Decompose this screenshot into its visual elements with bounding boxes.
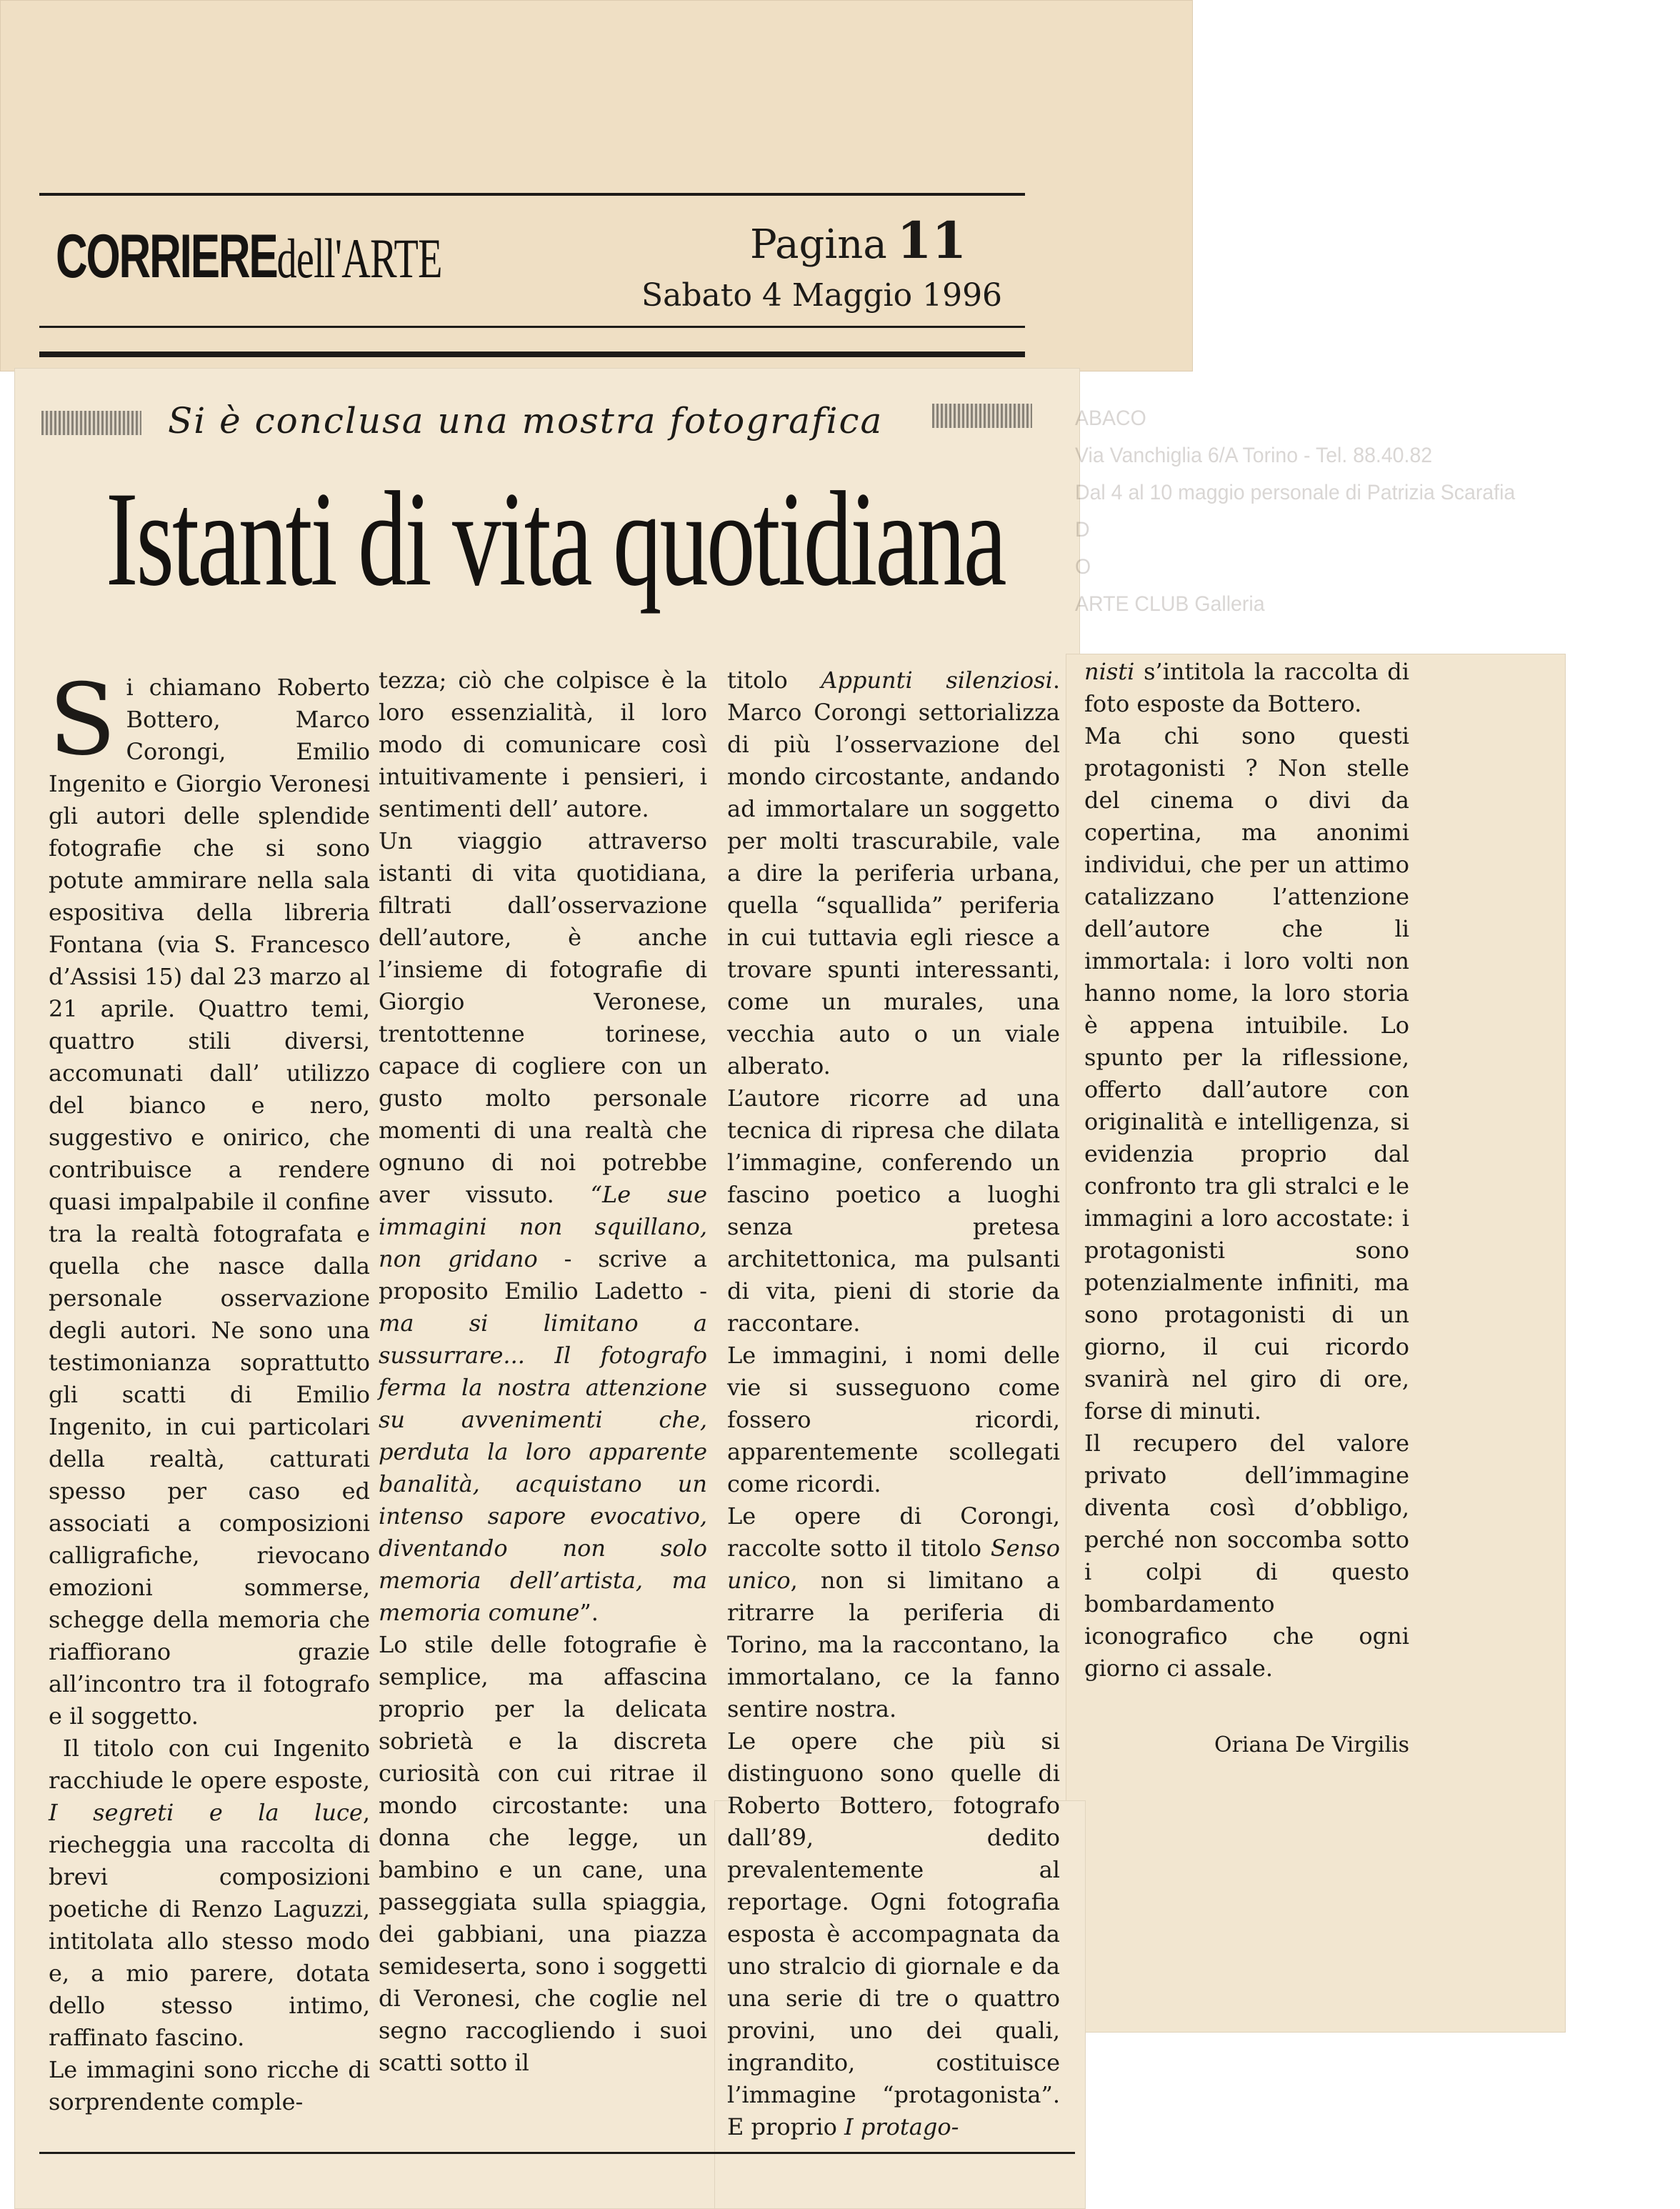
article-kicker: Si è conclusa una mostra fotografica <box>168 400 884 442</box>
page-label <box>750 211 966 270</box>
column-3-paragraph-1: titolo Appunti silenziosi. Marco Corongi settorializza di più l’osservazione del mondo circostante, andando ad immortalare un soggetto per molti trascurabile, vale a dire la periferia urbana, quella “squallida” periferia in cui tuttavia egli riesce a trovare spunti interessanti, come un murales, una vecchia auto o un viale alberato. <box>727 667 1061 1079</box>
clipping-header-paper <box>0 0 1193 372</box>
drop-cap: S <box>49 662 116 777</box>
article-headline: Istanti di vita quotidiana <box>106 464 1005 614</box>
masthead-bottom-rule <box>39 326 1025 328</box>
article-column-3 <box>727 664 1060 2143</box>
bleed-through-text: ABACO Via Vanchiglia 6/A Torino - Tel. 88.40.82 Dal 4 al 10 maggio personale di Patrizia Scarafia D O ARTE CLUB Galleria <box>1075 407 1516 616</box>
column-2-paragraph-3: Lo stile delle fotografie è semplice, ma affascina proprio per la delicata sobrietà e la discreta curiosità con cui ritrae il mondo circostante: una donna che legge, un bambino e un cane, una passeggiata sulla spiaggia, dei gabbiani, una piazza semideserta, sono i soggetti di Veronesi, che coglie nel segno raccogliendo i suoi scatti sotto il <box>379 1631 707 2076</box>
article-column-1 <box>49 662 370 2118</box>
section-thick-rule <box>39 351 1025 357</box>
column-4-paragraph-1: nisti s’intitola la raccolta di foto esposte da Bottero. <box>1084 658 1409 717</box>
kicker-hatch-left <box>41 411 141 435</box>
column-1-paragraph-2: Il titolo con cui Ingenito racchiude le opere esposte, I segreti e la luce, riecheggia una raccolta di brevi composizioni poetiche di Renzo Laguzzi, intitolata allo stesso modo e, a mio parere, dotata dello stesso intimo, raffinato fascino. <box>49 1735 370 2051</box>
masthead-top-rule <box>39 193 1025 196</box>
masthead-corriere: CORRIERE <box>56 222 277 291</box>
column-3-paragraph-2: L’autore ricorre ad una tecnica di ripresa che dilata l’immagine, conferendo un fascino poetico a luoghi senza pretesa architettonica, ma pulsanti di vita, pieni di storie da raccontare. <box>727 1084 1060 1337</box>
issue-date: Sabato 4 Maggio 1996 <box>641 277 1003 314</box>
page-label-text: Pagina <box>750 221 887 268</box>
column-3-paragraph-5: Le opere che più si distinguono sono quelle di Roberto Bottero, fotografo dall’89, dedito prevalentemente al reportage. Ogni fotografia esposta è accompagnata da uno stralcio di giornale e da una serie di tre o quattro provini, uno dei quali, ingrandito, costituisce l’immagine “protagonista”. E proprio I protago- <box>727 1727 1060 2140</box>
column-3-paragraph-4: Le opere di Corongi, raccolte sotto il titolo Senso unico, non si limitano a ritrarre la periferia di Torino, ma la raccontano, la immortalano, ce la fanno sentire nostra. <box>727 1502 1060 1722</box>
column-4-paragraph-2: Ma chi sono questi protagonisti ? Non stelle del cinema o divi da copertina, ma anonimi individui, che per un attimo catalizzano l’attenzione dell’autore che li immortala: i loro volti non hanno nome, la loro storia è appena intuibile. Lo spunto per la riflessione, offerto dall’autore con originalità e intelligenza, si evidenzia proprio dal confronto tra gli stralci e le immagini a loro accostate: i protagonisti sono potenzialmente infiniti, ma sono protagonisti di un giorno, il cui ricordo svanirà nel giro di ore, forse di minuti. <box>1084 722 1409 1425</box>
article-column-4 <box>1084 656 1409 1685</box>
masthead-logo <box>56 221 442 292</box>
column-4-paragraph-3: Il recupero del valore privato dell’immagine diventa così d’obbligo, perché non soccomba sotto i colpi di questo bombardamento iconografico che ogni giorno ci assale. <box>1084 1430 1409 1682</box>
column-1-paragraph-3: Le immagini sono ricche di sorprendente comple- <box>49 2056 370 2115</box>
bottom-rule <box>39 2152 1075 2154</box>
article-column-2 <box>379 664 707 2079</box>
page-number: 11 <box>896 211 967 270</box>
column-3-paragraph-3: Le immagini, i nomi delle vie si susseguono come fossero ricordi, apparentemente scollegati come ricordi. <box>727 1342 1060 1497</box>
kicker-hatch-right <box>932 404 1032 428</box>
column-2-paragraph-1: tezza; ciò che colpisce è la loro essenzialità, il loro modo di comunicare così intuitivamente i pensieri, i sentimenti dell’ autore. <box>379 667 707 822</box>
column-1-paragraph-1: Si chiamano Roberto Bottero, Marco Corongi, Emilio Ingenito e Giorgio Veronesi gli autori delle splendide fotografie che si sono potute ammirare nella sala espositiva della libreria Fontana (via S. Francesco d’Assisi 15) dal 23 marzo al 21 aprile. Quattro temi, quattro stili diversi, accomunati dall’ utilizzo del bianco e nero, suggestivo e onirico, che contribuisce a rendere quasi impalpabile il confine tra la realtà fotografata e quella che nasce dalla personale osservazione degli autori. Ne sono una testimonianza soprattutto gli scatti di Emilio Ingenito, in cui particolari della realtà, catturati spesso per caso ed associati a composizioni calligrafiche, rievocano emozioni sommerse, schegge della memoria che riaffiorano grazie all’incontro tra il fotografo e il soggetto. <box>49 662 370 1730</box>
column-2-paragraph-2: Un viaggio attraverso istanti di vita quotidiana, filtrati dall’osservazione dell’autore, è anche l’insieme di fotografie di Giorgio Veronese, trentottenne torinese, capace di cogliere con un gusto molto personale momenti di una realtà che ognuno di noi potrebbe aver vissuto. “Le sue immagini non squillano, non gridano - scrive a proposito Emilio Ladetto - ma si limitano a sussurrare... Il fotografo ferma la nostra attenzione su avvenimenti che, perduta la loro apparente banalità, acquistano un intenso sapore evocativo, diventando non solo memoria dell’artista, ma memoria comune”. <box>379 827 708 1626</box>
masthead-dell-arte: dell'ARTE <box>276 227 442 289</box>
article-byline: Oriana De Virgilis <box>1214 1732 1409 1757</box>
